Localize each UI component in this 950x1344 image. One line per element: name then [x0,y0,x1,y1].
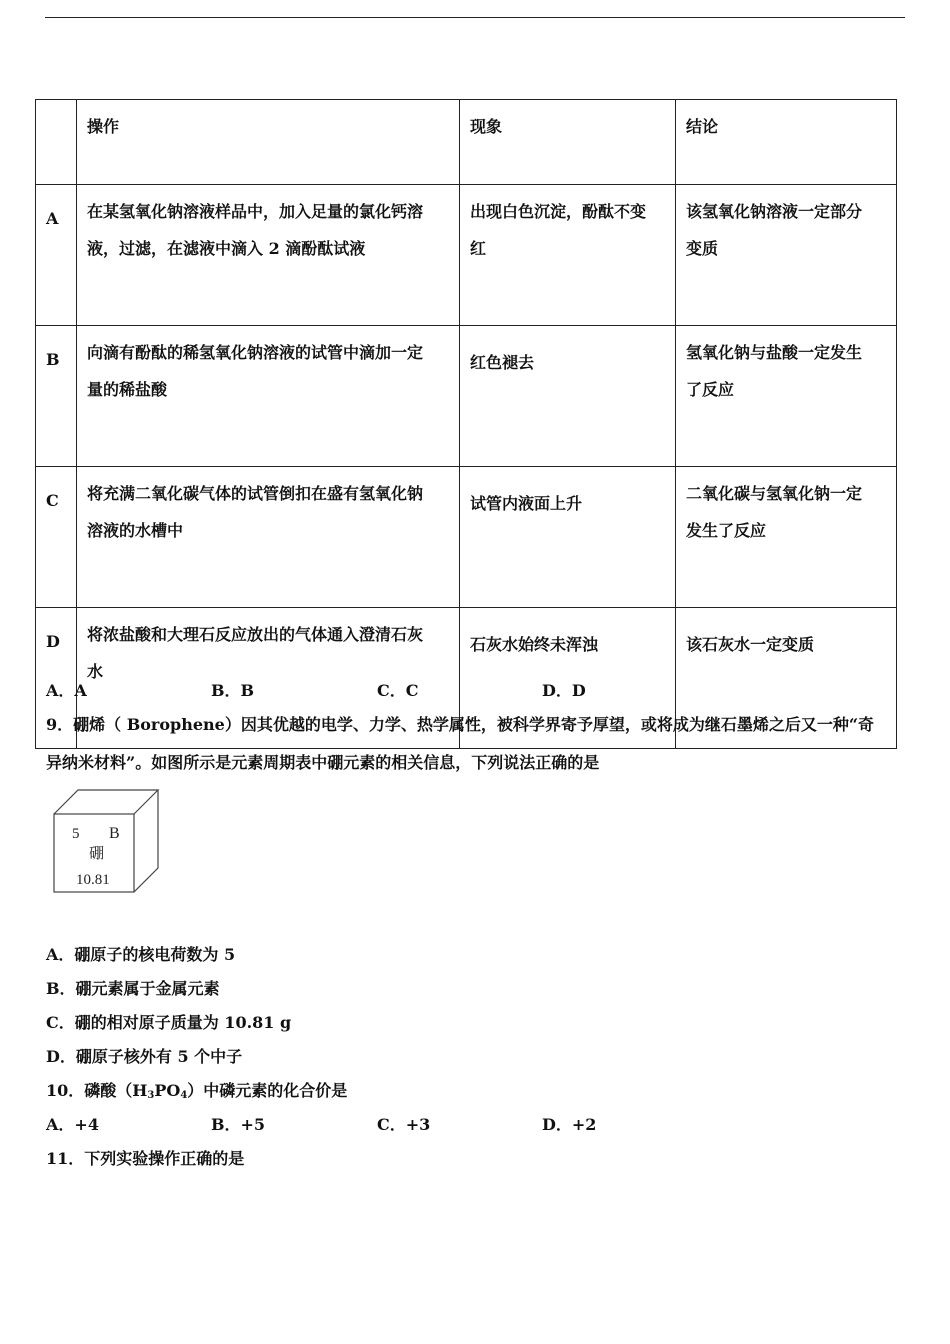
q10-option-d[interactable]: D．+2 [542,1115,597,1134]
phenomenon-cell: 石灰水始终未浑浊 [460,608,676,749]
q10-option-b[interactable]: B．+5 [211,1115,266,1134]
table-row [36,185,897,326]
q8-option-c[interactable]: C．C [377,681,419,700]
q9-option-d[interactable]: D．硼原子核外有 5 个中子 [46,1047,243,1066]
element-number: 5 [72,826,80,842]
q8-option-d[interactable]: D．D [542,681,586,700]
row-label: C [36,467,77,608]
conclusion-cell: 该氢氧化钠溶液一定部分 变质 [676,185,897,326]
q9-option-a[interactable]: A．硼原子的核电荷数为 5 [46,945,236,964]
q8-option-b[interactable]: B．B [211,681,255,700]
q9-stem-line2: 异纳米材料”。如图所示是元素周期表中硼元素的相关信息，下列说法正确的是 [46,753,600,772]
row-label: B [36,326,77,467]
q9-option-b[interactable]: B．硼元素属于金属元素 [46,979,220,998]
header-cell-blank [36,100,77,185]
boron-element-card [52,788,160,894]
table-header-row [36,100,897,185]
row-label: D [36,608,77,749]
header-cell-conclusion: 结论 [676,100,897,185]
table-row [36,326,897,467]
operation-cell: 在某氢氧化钠溶液样品中，加入足量的氯化钙溶 液，过滤，在滤液中滴入 2 滴酚酞试液 [77,185,460,326]
phenomenon-cell: 出现白色沉淀，酚酞不变 红 [460,185,676,326]
row-label: A [36,185,77,326]
experiment-table [35,99,897,749]
conclusion-cell: 该石灰水一定变质 [676,608,897,749]
element-mass: 10.81 [76,872,110,888]
q11-stem: 11．下列实验操作正确的是 [46,1149,245,1168]
element-name: 硼 [89,844,105,862]
conclusion-cell: 二氧化碳与氢氧化钠一定 发生了反应 [676,467,897,608]
phenomenon-cell: 红色褪去 [460,326,676,467]
element-symbol: B [109,825,120,842]
q9-stem-line1: 9．硼烯（ Borophene）因其优越的电学、力学、热学属性，被科学界寄予厚望，或将成为继石墨烯之后又一种“奇 [46,715,875,734]
operation-cell: 将充满二氧化碳气体的试管倒扣在盛有氢氧化钠 溶液的水槽中 [77,467,460,608]
q9-option-c[interactable]: C．硼的相对原子质量为 10.81 g [46,1013,292,1032]
q10-option-a[interactable]: A．+4 [46,1115,99,1134]
operation-cell: 将浓盐酸和大理石反应放出的气体通入澄清石灰 水 [77,608,460,749]
header-cell-operation: 操作 [77,100,460,185]
conclusion-cell: 氢氧化钠与盐酸一定发生 了反应 [676,326,897,467]
q10-option-c[interactable]: C．+3 [377,1115,431,1134]
operation-cell: 向滴有酚酞的稀氢氧化钠溶液的试管中滴加一定 量的稀盐酸 [77,326,460,467]
header-rule [45,17,905,18]
header-cell-phenomenon: 现象 [460,100,676,185]
phenomenon-cell: 试管内液面上升 [460,467,676,608]
q10-stem: 10．磷酸$(H_3PO_4)$中磷元素的化合价是 [46,1081,348,1101]
q8-option-a[interactable]: A．A [46,681,87,700]
table-row [36,467,897,608]
